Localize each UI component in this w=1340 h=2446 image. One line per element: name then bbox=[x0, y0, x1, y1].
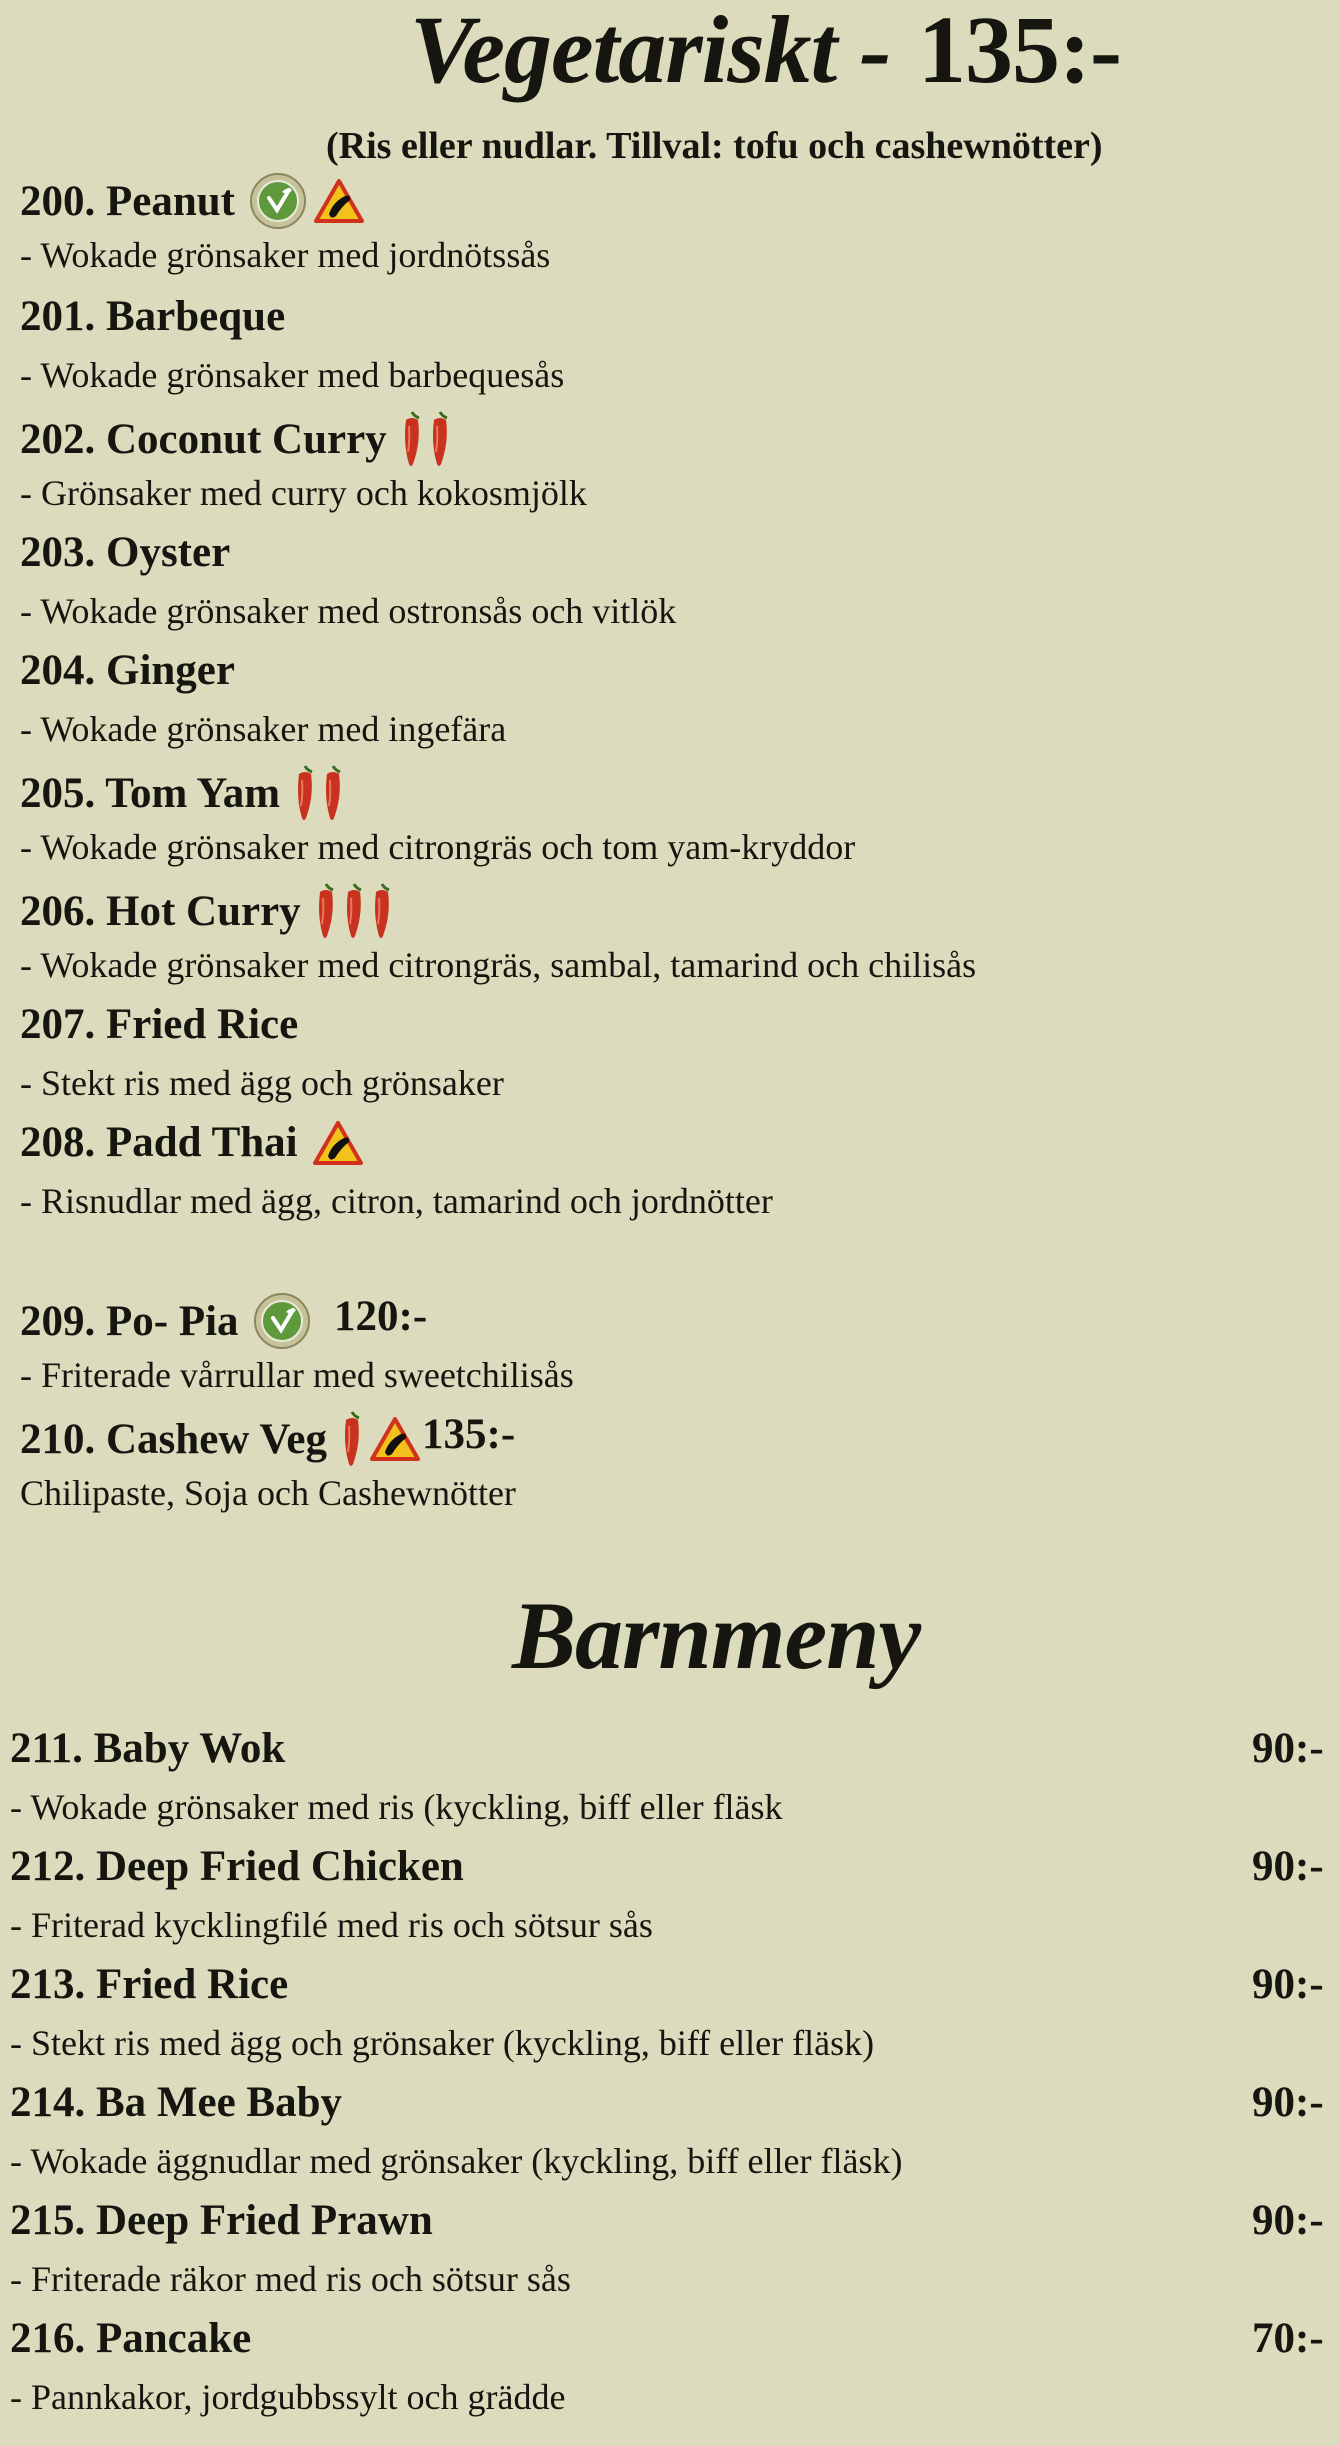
menu-item-214-name: 214. Ba Mee Baby bbox=[10, 2079, 343, 2126]
menu-item-203-description: - Wokade grönsaker med ostronsås och vitlök bbox=[20, 591, 677, 631]
menu-item-200-description: - Wokade grönsaker med jordnötssås bbox=[20, 235, 551, 275]
menu-item-215-price: 90:- bbox=[1252, 2197, 1324, 2244]
menu-item-204-name: 204. Ginger bbox=[20, 647, 235, 694]
menu-item-210-price: 135:- bbox=[422, 1411, 516, 1458]
menu-item-202-description: - Grönsaker med curry och kokosmjölk bbox=[20, 473, 587, 513]
menu-item-208-title bbox=[20, 1118, 364, 1167]
menu-item-216-title bbox=[10, 2314, 251, 2363]
menu-item-209-description: - Friterade vårrullar med sweetchilisås bbox=[20, 1355, 574, 1395]
menu-item-200-name: 200. Peanut bbox=[20, 177, 235, 225]
menu-item-202-icons bbox=[401, 410, 451, 468]
menu-item-203-title bbox=[20, 528, 230, 577]
menu-item-211-title bbox=[10, 1724, 285, 1773]
menu-item-213-description: - Stekt ris med ägg och grönsaker (kyckling, biff eller fläsk) bbox=[10, 2023, 875, 2063]
menu-item-216-price: 70:- bbox=[1252, 2315, 1324, 2362]
menu-item-210-description: Chilipaste, Soja och Cashewnötter bbox=[20, 1473, 516, 1513]
peanut-warning-icon bbox=[312, 1120, 364, 1166]
menu-item-201-title bbox=[20, 292, 285, 341]
menu-item-203-name: 203. Oyster bbox=[20, 529, 231, 576]
chili-icon bbox=[429, 410, 451, 468]
menu-item-202-name: 202. Coconut Curry bbox=[20, 415, 387, 463]
menu-item-204-description: - Wokade grönsaker med ingefära bbox=[20, 709, 507, 749]
section-title-kids: Barnmeny bbox=[512, 1582, 921, 1689]
peanut-warning-icon bbox=[369, 1416, 421, 1462]
menu-item-200-icons bbox=[249, 172, 365, 230]
menu-item-201-description: - Wokade grönsaker med barbequesås bbox=[20, 355, 565, 395]
menu-item-205-title bbox=[20, 764, 344, 822]
chili-icon bbox=[401, 410, 423, 468]
menu-item-202-title bbox=[20, 410, 451, 468]
menu-item-206-title bbox=[20, 882, 393, 940]
menu-item-205-icons bbox=[294, 764, 344, 822]
chili-icon bbox=[294, 764, 316, 822]
menu-item-215-title bbox=[10, 2196, 433, 2245]
menu-item-213-price: 90:- bbox=[1252, 1961, 1324, 2008]
menu-item-205-description: - Wokade grönsaker med citrongräs och tom yam-kryddor bbox=[20, 827, 856, 867]
menu-item-206-description: - Wokade grönsaker med citrongräs, sambal, tamarind och chilisås bbox=[20, 945, 977, 985]
menu-item-208-name: 208. Padd Thai bbox=[20, 1119, 298, 1166]
menu-item-209-title bbox=[20, 1292, 311, 1350]
menu-item-210-name: 210. Cashew Veg bbox=[20, 1415, 328, 1463]
chili-icon bbox=[322, 764, 344, 822]
menu-item-208-icons bbox=[312, 1120, 364, 1166]
menu-item-212-name: 212. Deep Fried Chicken bbox=[10, 1843, 464, 1890]
section-subtitle: (Ris eller nudlar. Tillval: tofu och cashewnötter) bbox=[326, 125, 1103, 167]
menu-item-201-name: 201. Barbeque bbox=[20, 293, 286, 340]
menu-item-215-name: 215. Deep Fried Prawn bbox=[10, 2197, 433, 2244]
menu-item-200-title bbox=[20, 172, 365, 230]
menu-item-214-price: 90:- bbox=[1252, 2079, 1324, 2126]
menu-item-211-name: 211. Baby Wok bbox=[10, 1725, 286, 1772]
menu-item-211-description: - Wokade grönsaker med ris (kyckling, biff eller fläsk bbox=[10, 1787, 783, 1827]
chili-icon bbox=[341, 1410, 363, 1468]
menu-item-205-name: 205. Tom Yam bbox=[20, 769, 281, 817]
menu-item-212-description: - Friterad kycklingfilé med ris och sötsur sås bbox=[10, 1905, 653, 1945]
menu-item-216-name: 216. Pancake bbox=[10, 2315, 252, 2362]
peanut-warning-icon bbox=[313, 178, 365, 224]
menu-item-212-title bbox=[10, 1842, 464, 1891]
chili-icon bbox=[315, 882, 337, 940]
menu-item-216-description: - Pannkakor, jordgubbssylt och grädde bbox=[10, 2377, 566, 2417]
menu-item-207-name: 207. Fried Rice bbox=[20, 1001, 299, 1048]
menu-item-206-name: 206. Hot Curry bbox=[20, 887, 301, 935]
menu-item-212-price: 90:- bbox=[1252, 1843, 1324, 1890]
menu-item-214-description: - Wokade äggnudlar med grönsaker (kyckling, biff eller fläsk) bbox=[10, 2141, 903, 2181]
menu-item-209-price: 120:- bbox=[334, 1293, 428, 1340]
menu-item-204-title bbox=[20, 646, 235, 695]
menu-item-207-description: - Stekt ris med ägg och grönsaker bbox=[20, 1063, 504, 1103]
menu-item-207-title bbox=[20, 1000, 298, 1049]
menu-item-213-title bbox=[10, 1960, 288, 2009]
menu-item-210-title bbox=[20, 1410, 421, 1468]
section-title-vegetarian: Vegetariskt - bbox=[410, 0, 891, 103]
menu-item-208-description: - Risnudlar med ägg, citron, tamarind och jordnötter bbox=[20, 1181, 773, 1221]
menu-item-206-icons bbox=[315, 882, 393, 940]
section-price-vegetarian: 135:- bbox=[918, 0, 1121, 103]
menu-item-213-name: 213. Fried Rice bbox=[10, 1961, 289, 2008]
vegan-icon bbox=[253, 1292, 311, 1350]
menu-item-215-description: - Friterade räkor med ris och sötsur sås bbox=[10, 2259, 571, 2299]
chili-icon bbox=[343, 882, 365, 940]
menu-item-209-name: 209. Po- Pia bbox=[20, 1297, 239, 1345]
menu-item-214-title bbox=[10, 2078, 342, 2127]
menu-item-209-icons bbox=[253, 1292, 311, 1350]
menu-item-211-price: 90:- bbox=[1252, 1725, 1324, 1772]
menu-item-210-icons bbox=[341, 1410, 421, 1468]
vegan-icon bbox=[249, 172, 307, 230]
chili-icon bbox=[371, 882, 393, 940]
